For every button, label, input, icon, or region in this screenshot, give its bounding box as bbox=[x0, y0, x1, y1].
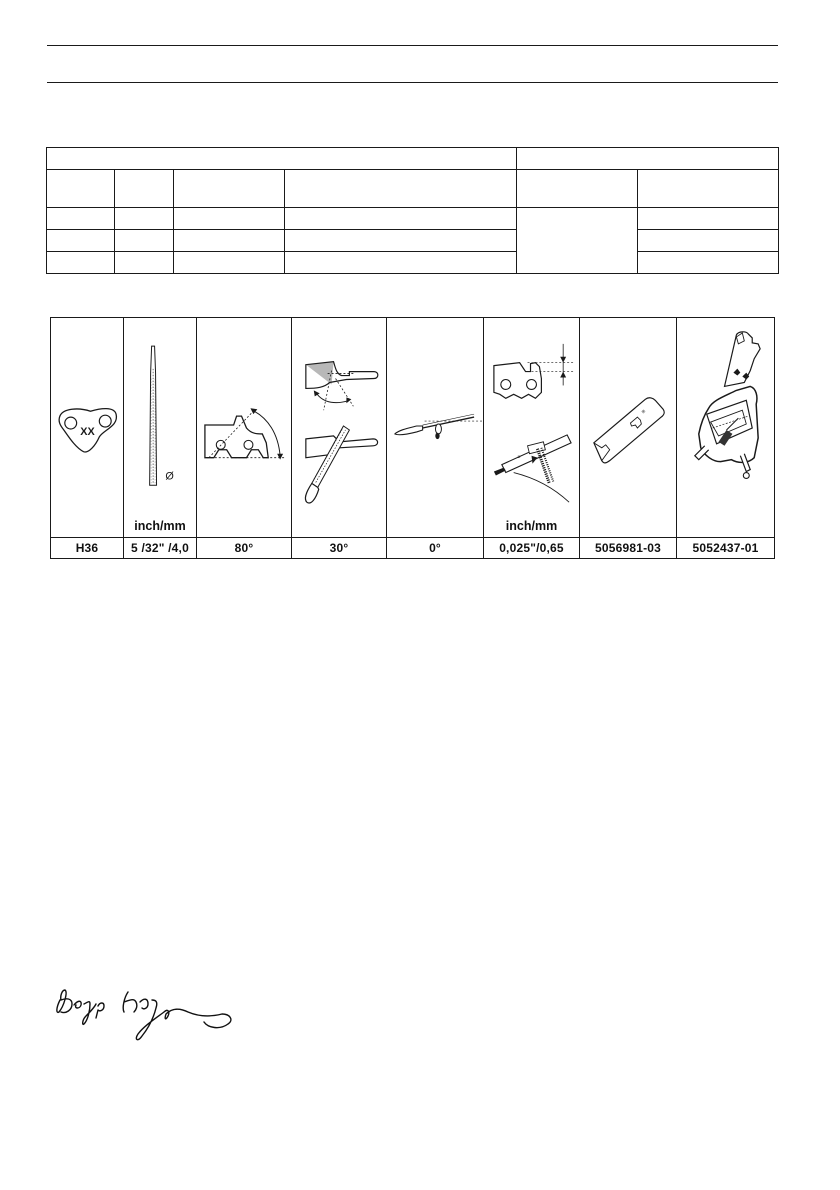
spec-cell bbox=[47, 230, 115, 252]
spec-data-row bbox=[47, 252, 779, 274]
spec-data-row bbox=[47, 230, 779, 252]
diameter-symbol: Ø bbox=[165, 470, 174, 483]
depth-gauge-setting-cell bbox=[484, 318, 580, 538]
tilt-angle-cell bbox=[387, 318, 484, 538]
depth-gauge-tool-cell bbox=[580, 318, 677, 538]
spec-header-cell bbox=[285, 170, 517, 208]
chain-model-value: H36 bbox=[51, 538, 124, 559]
handwritten-signature bbox=[52, 978, 238, 1050]
spec-group-row bbox=[47, 148, 779, 170]
filing-angle-cell bbox=[292, 318, 387, 538]
spec-header-cell bbox=[115, 170, 174, 208]
round-file-cell bbox=[124, 318, 197, 538]
file-tilt-angle-icon bbox=[387, 318, 483, 537]
spec-cell bbox=[285, 252, 517, 274]
xx-depth-gauge-icon bbox=[51, 318, 123, 537]
svg-text:≡: ≡ bbox=[640, 408, 648, 416]
spec-cell bbox=[115, 252, 174, 274]
spec-group-cell bbox=[517, 148, 779, 170]
spec-cell bbox=[638, 252, 779, 274]
spec-cell bbox=[638, 230, 779, 252]
filing-angle-value: 30° bbox=[292, 538, 387, 559]
spec-cell bbox=[47, 252, 115, 274]
top-plate-filing-angle-icon bbox=[197, 318, 291, 537]
file-guide-cell bbox=[677, 318, 775, 538]
spec-header-row bbox=[47, 170, 779, 208]
illustration-row bbox=[51, 318, 775, 538]
file-guide-part-number: 5052437-01 bbox=[677, 538, 775, 559]
top-plate-angle-cell bbox=[197, 318, 292, 538]
spec-header-cell bbox=[638, 170, 779, 208]
spec-cell bbox=[115, 230, 174, 252]
header-rule-bottom bbox=[47, 82, 778, 83]
spec-cell bbox=[174, 208, 285, 230]
spec-data-row bbox=[47, 208, 779, 230]
depth-gauge-unit: inch/mm bbox=[505, 519, 558, 533]
spec-cell bbox=[115, 208, 174, 230]
file-guide-icon bbox=[677, 318, 774, 537]
svg-text:≡: ≡ bbox=[517, 455, 521, 461]
specification-table bbox=[46, 147, 779, 274]
filing-angle-icon bbox=[292, 318, 386, 537]
spec-cell bbox=[638, 208, 779, 230]
spec-cell bbox=[47, 208, 115, 230]
sharpening-equipment-table bbox=[50, 317, 775, 559]
spec-cell bbox=[285, 208, 517, 230]
tilt-angle-value: 0° bbox=[387, 538, 484, 559]
value-row bbox=[51, 538, 775, 559]
file-size-value: 5 /32" /4,0 bbox=[124, 538, 197, 559]
spec-header-cell bbox=[174, 170, 285, 208]
top-plate-angle-value: 80° bbox=[197, 538, 292, 559]
spec-header-cell bbox=[517, 170, 638, 208]
depth-gauge-tool-icon bbox=[580, 318, 676, 537]
round-file-icon bbox=[124, 318, 196, 537]
spec-cell bbox=[174, 230, 285, 252]
file-size-unit: inch/mm bbox=[134, 519, 186, 533]
spec-header-cell bbox=[47, 170, 115, 208]
spec-cell bbox=[285, 230, 517, 252]
spec-cell bbox=[174, 252, 285, 274]
depth-gauge-tool-part-number: 5056981-03 bbox=[580, 538, 677, 559]
spec-group-cell bbox=[47, 148, 517, 170]
chain-gauge-cell bbox=[51, 318, 124, 538]
spec-merged-cell bbox=[517, 208, 638, 274]
chain-gauge-badge: XX bbox=[80, 425, 95, 438]
header-rule-top bbox=[47, 45, 778, 46]
depth-gauge-value: 0,025"/0,65 bbox=[484, 538, 580, 559]
depth-gauge-setting-icon bbox=[484, 318, 579, 537]
